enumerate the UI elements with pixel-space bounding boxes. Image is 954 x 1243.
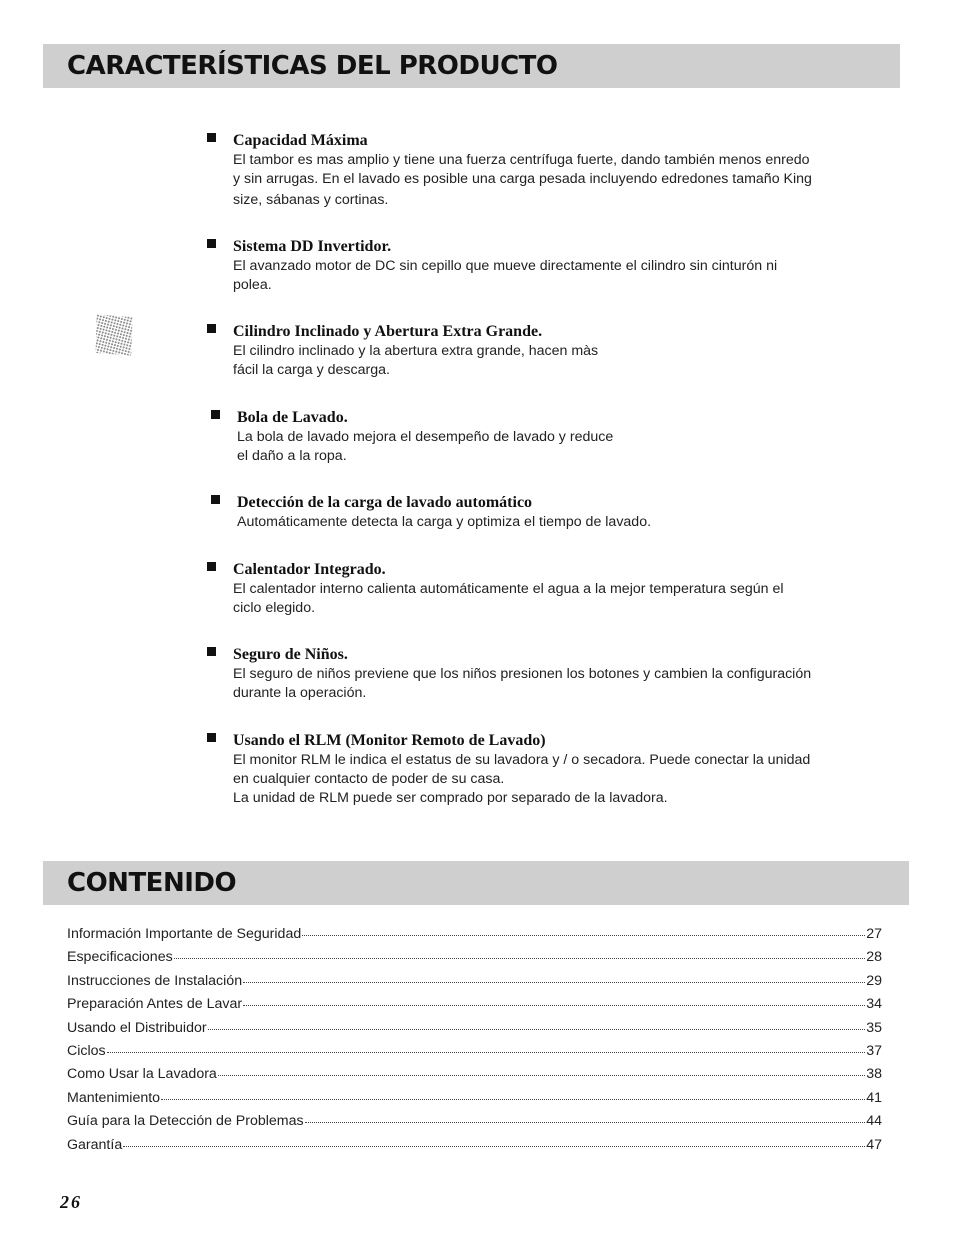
toc-entry — [67, 1113, 882, 1136]
toc-entry — [67, 1020, 882, 1043]
feature-desc-line: El calentador interno calienta automáticamente el agua a la mejor temperatura según el — [233, 581, 784, 597]
feature-item — [233, 322, 893, 380]
feature-desc-line: durante la operación. — [233, 685, 367, 701]
toc-label: Garantía — [67, 1136, 123, 1153]
feature-desc-line: size, sábanas y cortinas. — [233, 192, 389, 208]
feature-title: Calentador Integrado. — [233, 561, 386, 578]
feature-title: Bola de Lavado. — [237, 409, 348, 426]
toc-label: Como Usar la Lavadora — [67, 1066, 217, 1083]
feature-desc-line: ciclo elegido. — [233, 600, 316, 616]
toc-page: 37 — [866, 1042, 882, 1059]
bullet-icon — [207, 562, 216, 571]
bullet-icon — [207, 239, 216, 248]
bullet-icon — [207, 324, 216, 333]
toc-label: Preparación Antes de Lavar — [67, 996, 243, 1013]
toc-page: 28 — [866, 949, 882, 966]
feature-desc-line: el daño a la ropa. — [237, 448, 347, 464]
toc-label: Especificaciones — [67, 949, 173, 966]
toc-page: 47 — [866, 1136, 882, 1153]
feature-desc-line: La unidad de RLM puede ser comprado por separado de la lavadora. — [233, 790, 668, 806]
feature-item — [237, 408, 897, 466]
feature-title: Seguro de Niños. — [233, 646, 348, 663]
feature-desc-line: El seguro de niños previene que los niños presionen los botones y cambien la configuración — [233, 666, 812, 682]
feature-desc-line: El avanzado motor de DC sin cepillo que mueve directamente el cilindro sin cinturón ni — [233, 258, 778, 274]
feature-title: Usando el RLM (Monitor Remoto de Lavado) — [233, 732, 546, 749]
feature-item — [233, 237, 893, 295]
toc-entry — [67, 1090, 882, 1113]
toc-entry — [67, 926, 882, 949]
toc-leader-dots — [161, 1099, 865, 1100]
toc-page: 29 — [866, 972, 882, 989]
page-number: 26 — [60, 1192, 82, 1212]
toc-leader-dots — [107, 1052, 866, 1053]
feature-desc-line: y sin arrugas. En el lavado es posible una carga pesada incluyendo edredones tamaño King — [233, 171, 812, 187]
table-of-contents — [67, 926, 882, 1160]
feature-item — [233, 560, 893, 618]
toc-entry — [67, 1066, 882, 1089]
toc-page: 41 — [866, 1089, 882, 1106]
feature-item — [233, 645, 893, 703]
feature-desc-line: El tambor es mas amplio y tiene una fuerza centrífuga fuerte, dando también menos enredo — [233, 152, 810, 168]
features-title: CARACTERÍSTICAS DEL PRODUCTO — [67, 51, 558, 81]
feature-desc-line: fácil la carga y descarga. — [233, 362, 390, 378]
toc-leader-dots — [243, 982, 865, 983]
toc-leader-dots — [174, 958, 866, 959]
toc-leader-dots — [218, 1075, 865, 1076]
feature-title: Sistema DD Invertidor. — [233, 238, 392, 255]
halftone-graphic — [87, 308, 141, 362]
toc-entry — [67, 973, 882, 996]
toc-entry — [67, 1137, 882, 1160]
bullet-icon — [207, 647, 216, 656]
feature-item — [233, 731, 893, 808]
feature-title: Detección de la carga de lavado automático — [237, 494, 533, 511]
toc-page: 44 — [866, 1113, 882, 1130]
bullet-icon — [211, 495, 220, 504]
toc-label: Información Importante de Seguridad — [67, 926, 302, 942]
contents-header-bar — [43, 861, 909, 905]
toc-page: 35 — [866, 1019, 882, 1036]
toc-leader-dots — [305, 1122, 866, 1123]
feature-desc-line: El monitor RLM le indica el estatus de su lavadora y / o secadora. Puede conectar la unidad — [233, 752, 811, 768]
toc-page: 34 — [866, 996, 882, 1013]
toc-label: Ciclos — [67, 1042, 106, 1059]
bullet-icon — [207, 733, 216, 742]
feature-desc-line: polea. — [233, 277, 272, 293]
toc-leader-dots — [243, 1005, 865, 1006]
features-header-bar — [43, 44, 900, 88]
toc-entry — [67, 949, 882, 972]
feature-desc-line: en cualquier contacto de poder de su casa. — [233, 771, 505, 787]
toc-entry — [67, 1043, 882, 1066]
toc-leader-dots — [302, 935, 865, 936]
toc-page: 27 — [866, 926, 882, 942]
feature-item — [233, 131, 893, 210]
feature-desc-line: La bola de lavado mejora el desempeño de lavado y reduce — [237, 429, 614, 445]
bullet-icon — [211, 410, 220, 419]
contents-title: CONTENIDO — [67, 868, 237, 898]
bullet-icon — [207, 133, 216, 142]
feature-item — [237, 493, 897, 532]
feature-desc-line: El cilindro inclinado y la abertura extra grande, hacen màs — [233, 343, 599, 359]
toc-label: Guía para la Detección de Problemas — [67, 1113, 304, 1130]
toc-leader-dots — [208, 1029, 866, 1030]
toc-label: Mantenimiento — [67, 1089, 161, 1106]
toc-label: Usando el Distribuidor — [67, 1019, 207, 1036]
feature-title: Cilindro Inclinado y Abertura Extra Grande. — [233, 323, 543, 340]
toc-label: Instrucciones de Instalación — [67, 972, 243, 989]
toc-entry — [67, 996, 882, 1019]
toc-page: 38 — [866, 1066, 882, 1083]
toc-leader-dots — [123, 1146, 865, 1147]
feature-title: Capacidad Máxima — [233, 132, 368, 149]
feature-desc-line: Automáticamente detecta la carga y optimiza el tiempo de lavado. — [237, 514, 652, 530]
